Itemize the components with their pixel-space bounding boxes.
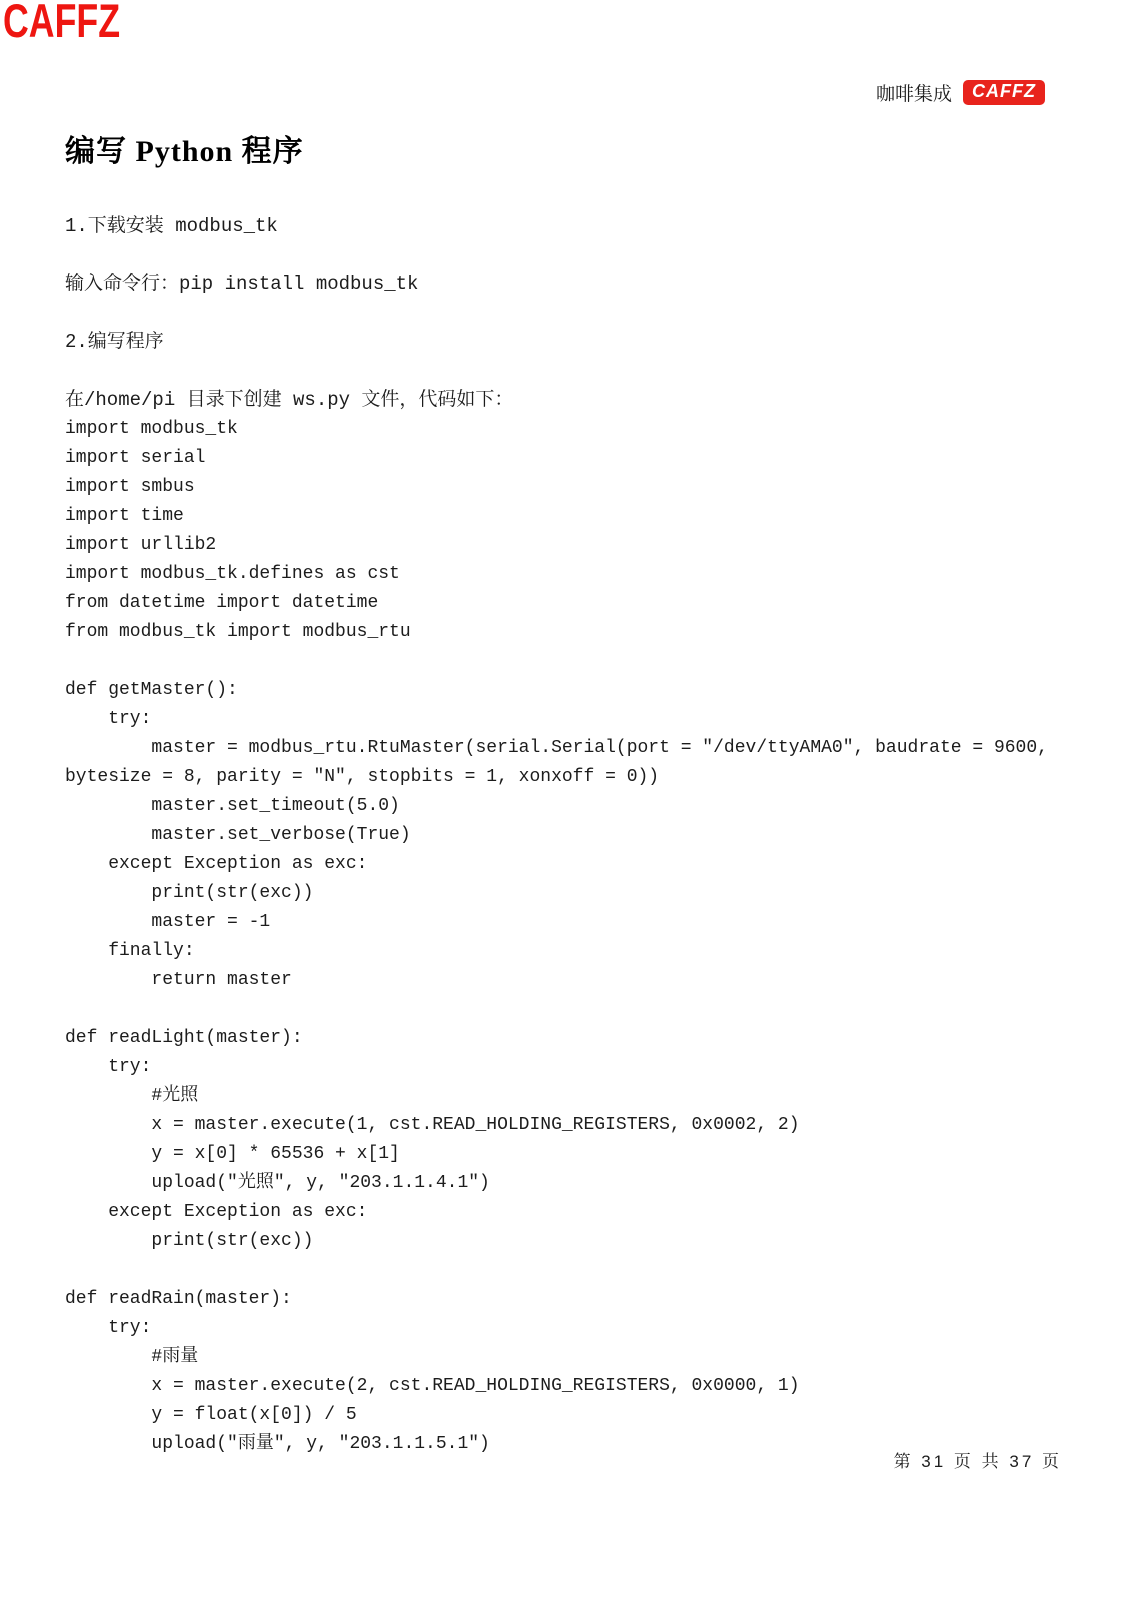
code-line: y = float(x[0]) / 5 [65, 1405, 357, 1425]
code-line: bytesize = 8, parity = "N", stopbits = 1, xonxoff = 0)) [65, 767, 660, 787]
code-line: x = master.execute(2, cst.READ_HOLDING_REGISTERS, 0x0000, 1) [65, 1376, 800, 1396]
caffz-logo [963, 80, 1045, 106]
code-line: import serial [65, 448, 206, 468]
code-line: print(str(exc)) [65, 883, 314, 903]
code-line: import urllib2 [65, 535, 217, 555]
brand-watermark: CAFFZ [3, 0, 121, 47]
paragraph: 1.下载安装 modbus_tk [65, 215, 278, 237]
code-line: master.set_timeout(5.0) [65, 796, 400, 816]
code-line [65, 647, 1070, 676]
paragraph: 输入命令行：pip install modbus_tk [65, 273, 419, 295]
caffz-logo-text: CAFFZ [972, 80, 1036, 101]
code-line: def readRain(master): [65, 1289, 292, 1309]
code-line: x = master.execute(1, cst.READ_HOLDING_REGISTERS, 0x0002, 2) [65, 1115, 800, 1135]
code-line [65, 995, 1070, 1024]
code-line: try: [65, 1057, 152, 1077]
paragraph: 2.编写程序 [65, 331, 164, 353]
code-line: upload("雨量", y, "203.1.1.5.1") [65, 1434, 490, 1454]
code-line: from modbus_tk import modbus_rtu [65, 622, 411, 642]
document-body [65, 126, 1070, 1459]
code-line: try: [65, 1318, 152, 1338]
code-line: #光照 [65, 1086, 199, 1106]
page-title: 编写 Python 程序 [65, 135, 304, 168]
page-number: 第 31 页 共 37 页 [893, 1452, 1062, 1471]
paragraph: 在/home/pi 目录下创建 ws.py 文件，代码如下： [65, 389, 514, 411]
code-line: master = modbus_rtu.RtuMaster(serial.Serial(port = "/dev/ttyAMA0", baudrate = 9600, [65, 738, 1048, 758]
code-line: import modbus_tk [65, 419, 238, 439]
code-line: finally: [65, 941, 195, 961]
company-name: 咖啡集成 [876, 84, 953, 105]
code-line: def getMaster(): [65, 680, 238, 700]
page-header [876, 79, 1045, 106]
code-block [65, 415, 1070, 1459]
code-line: def readLight(master): [65, 1028, 303, 1048]
code-line: print(str(exc)) [65, 1231, 314, 1251]
code-line: import modbus_tk.defines as cst [65, 564, 400, 584]
code-line: import smbus [65, 477, 195, 497]
code-line: except Exception as exc: [65, 1202, 368, 1222]
code-line [65, 1256, 1070, 1285]
code-line: except Exception as exc: [65, 854, 368, 874]
code-line: upload("光照", y, "203.1.1.4.1") [65, 1173, 490, 1193]
intro-paragraphs [65, 212, 1070, 415]
code-line: master.set_verbose(True) [65, 825, 411, 845]
code-line: return master [65, 970, 292, 990]
code-line: try: [65, 709, 152, 729]
code-line: import time [65, 506, 184, 526]
code-line: #雨量 [65, 1347, 199, 1367]
code-line: master = -1 [65, 912, 271, 932]
code-line: y = x[0] * 65536 + x[1] [65, 1144, 400, 1164]
code-line: from datetime import datetime [65, 593, 379, 613]
